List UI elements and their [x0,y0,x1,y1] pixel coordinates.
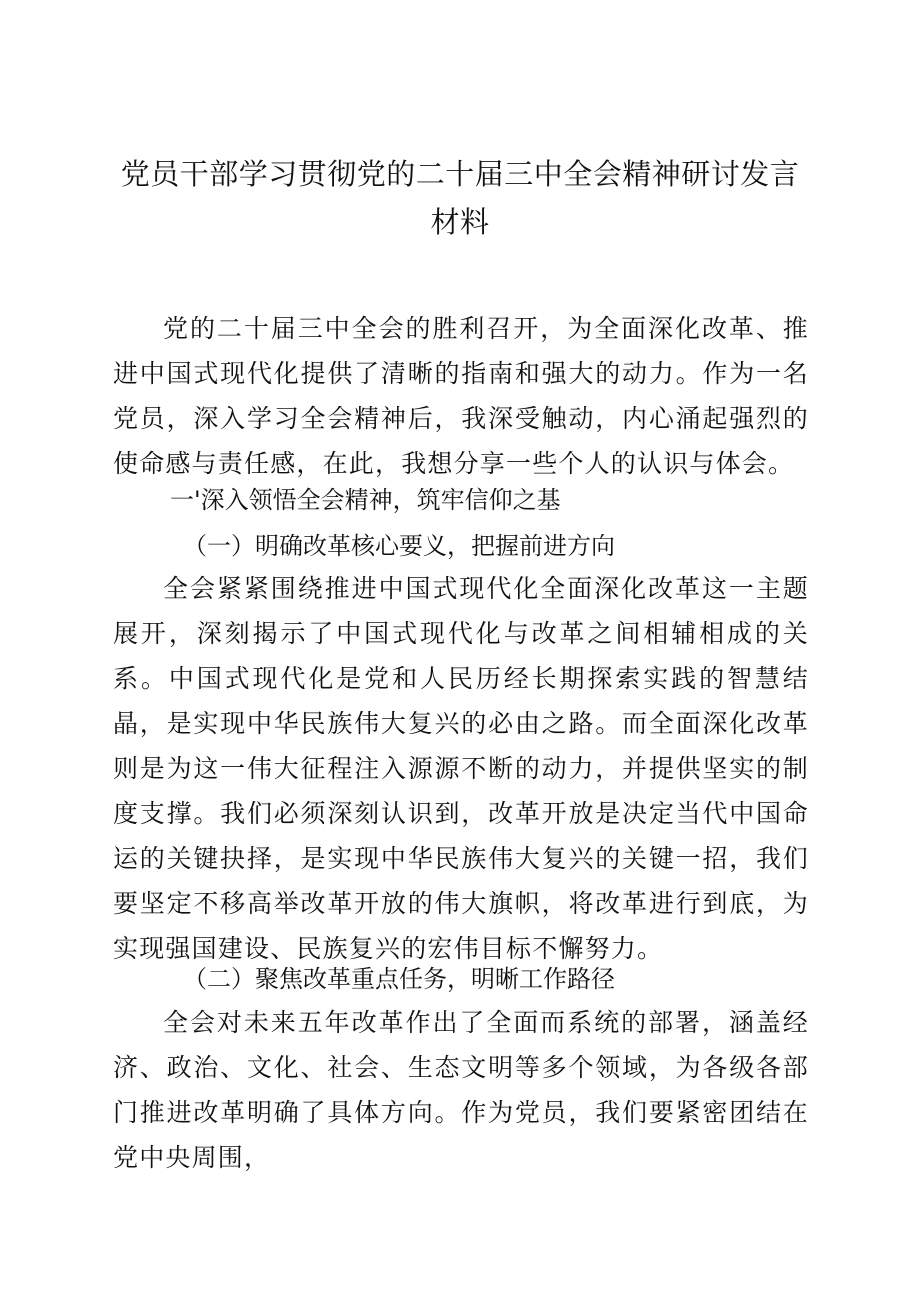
document-title: 党员干部学习贯彻党的二十届三中全会精神研讨发言材料 [120,157,800,239]
subsection-heading-1: （一）明确改革核心要义，把握前进方向 [183,532,615,560]
intro-paragraph: 党的二十届三中全会的胜利召开，为全面深化改革、推进中国式现代化提供了清晰的指南和强大的动力。作为一名党员，深入学习全会精神后，我深受触动，内心涌起强烈的使命感与责任感，在此，我想分享一些个人的认识与体会。 [113,314,809,478]
subsection-2-paragraph: 全会对未来五年改革作出了全面而系统的部署，涵盖经济、政治、文化、社会、生态文明等多个领域，为各级各部门推进改革明确了具体方向。作为党员，我们要紧密团结在党中央周围， [113,1008,809,1172]
subsection-1-paragraph: 全会紧紧围绕推进中国式现代化全面深化改革这一主题展开，深刻揭示了中国式现代化与改革之间相辅相成的关系。中国式现代化是党和人民历经长期探索实践的智慧结晶，是实现中华民族伟大复兴的必由之路。而全面深化改革则是为这一伟大征程注入源源不断的动力，并提供坚实的制度支撑。我们必须深刻认识到，改革开放是决定当代中国命运的关键抉择，是实现中华民族伟大复兴的关键一招，我们要坚定不移高举改革开放的伟大旗帜，将改革进行到底，为实现强国建设、民族复兴的宏伟目标不懈努力。 [113,574,809,963]
section-heading-1: 一'深入领悟全会精神，筑牢信仰之基 [170,486,561,514]
subsection-heading-2: （二）聚焦改革重点任务，明晰工作路径 [183,965,615,993]
